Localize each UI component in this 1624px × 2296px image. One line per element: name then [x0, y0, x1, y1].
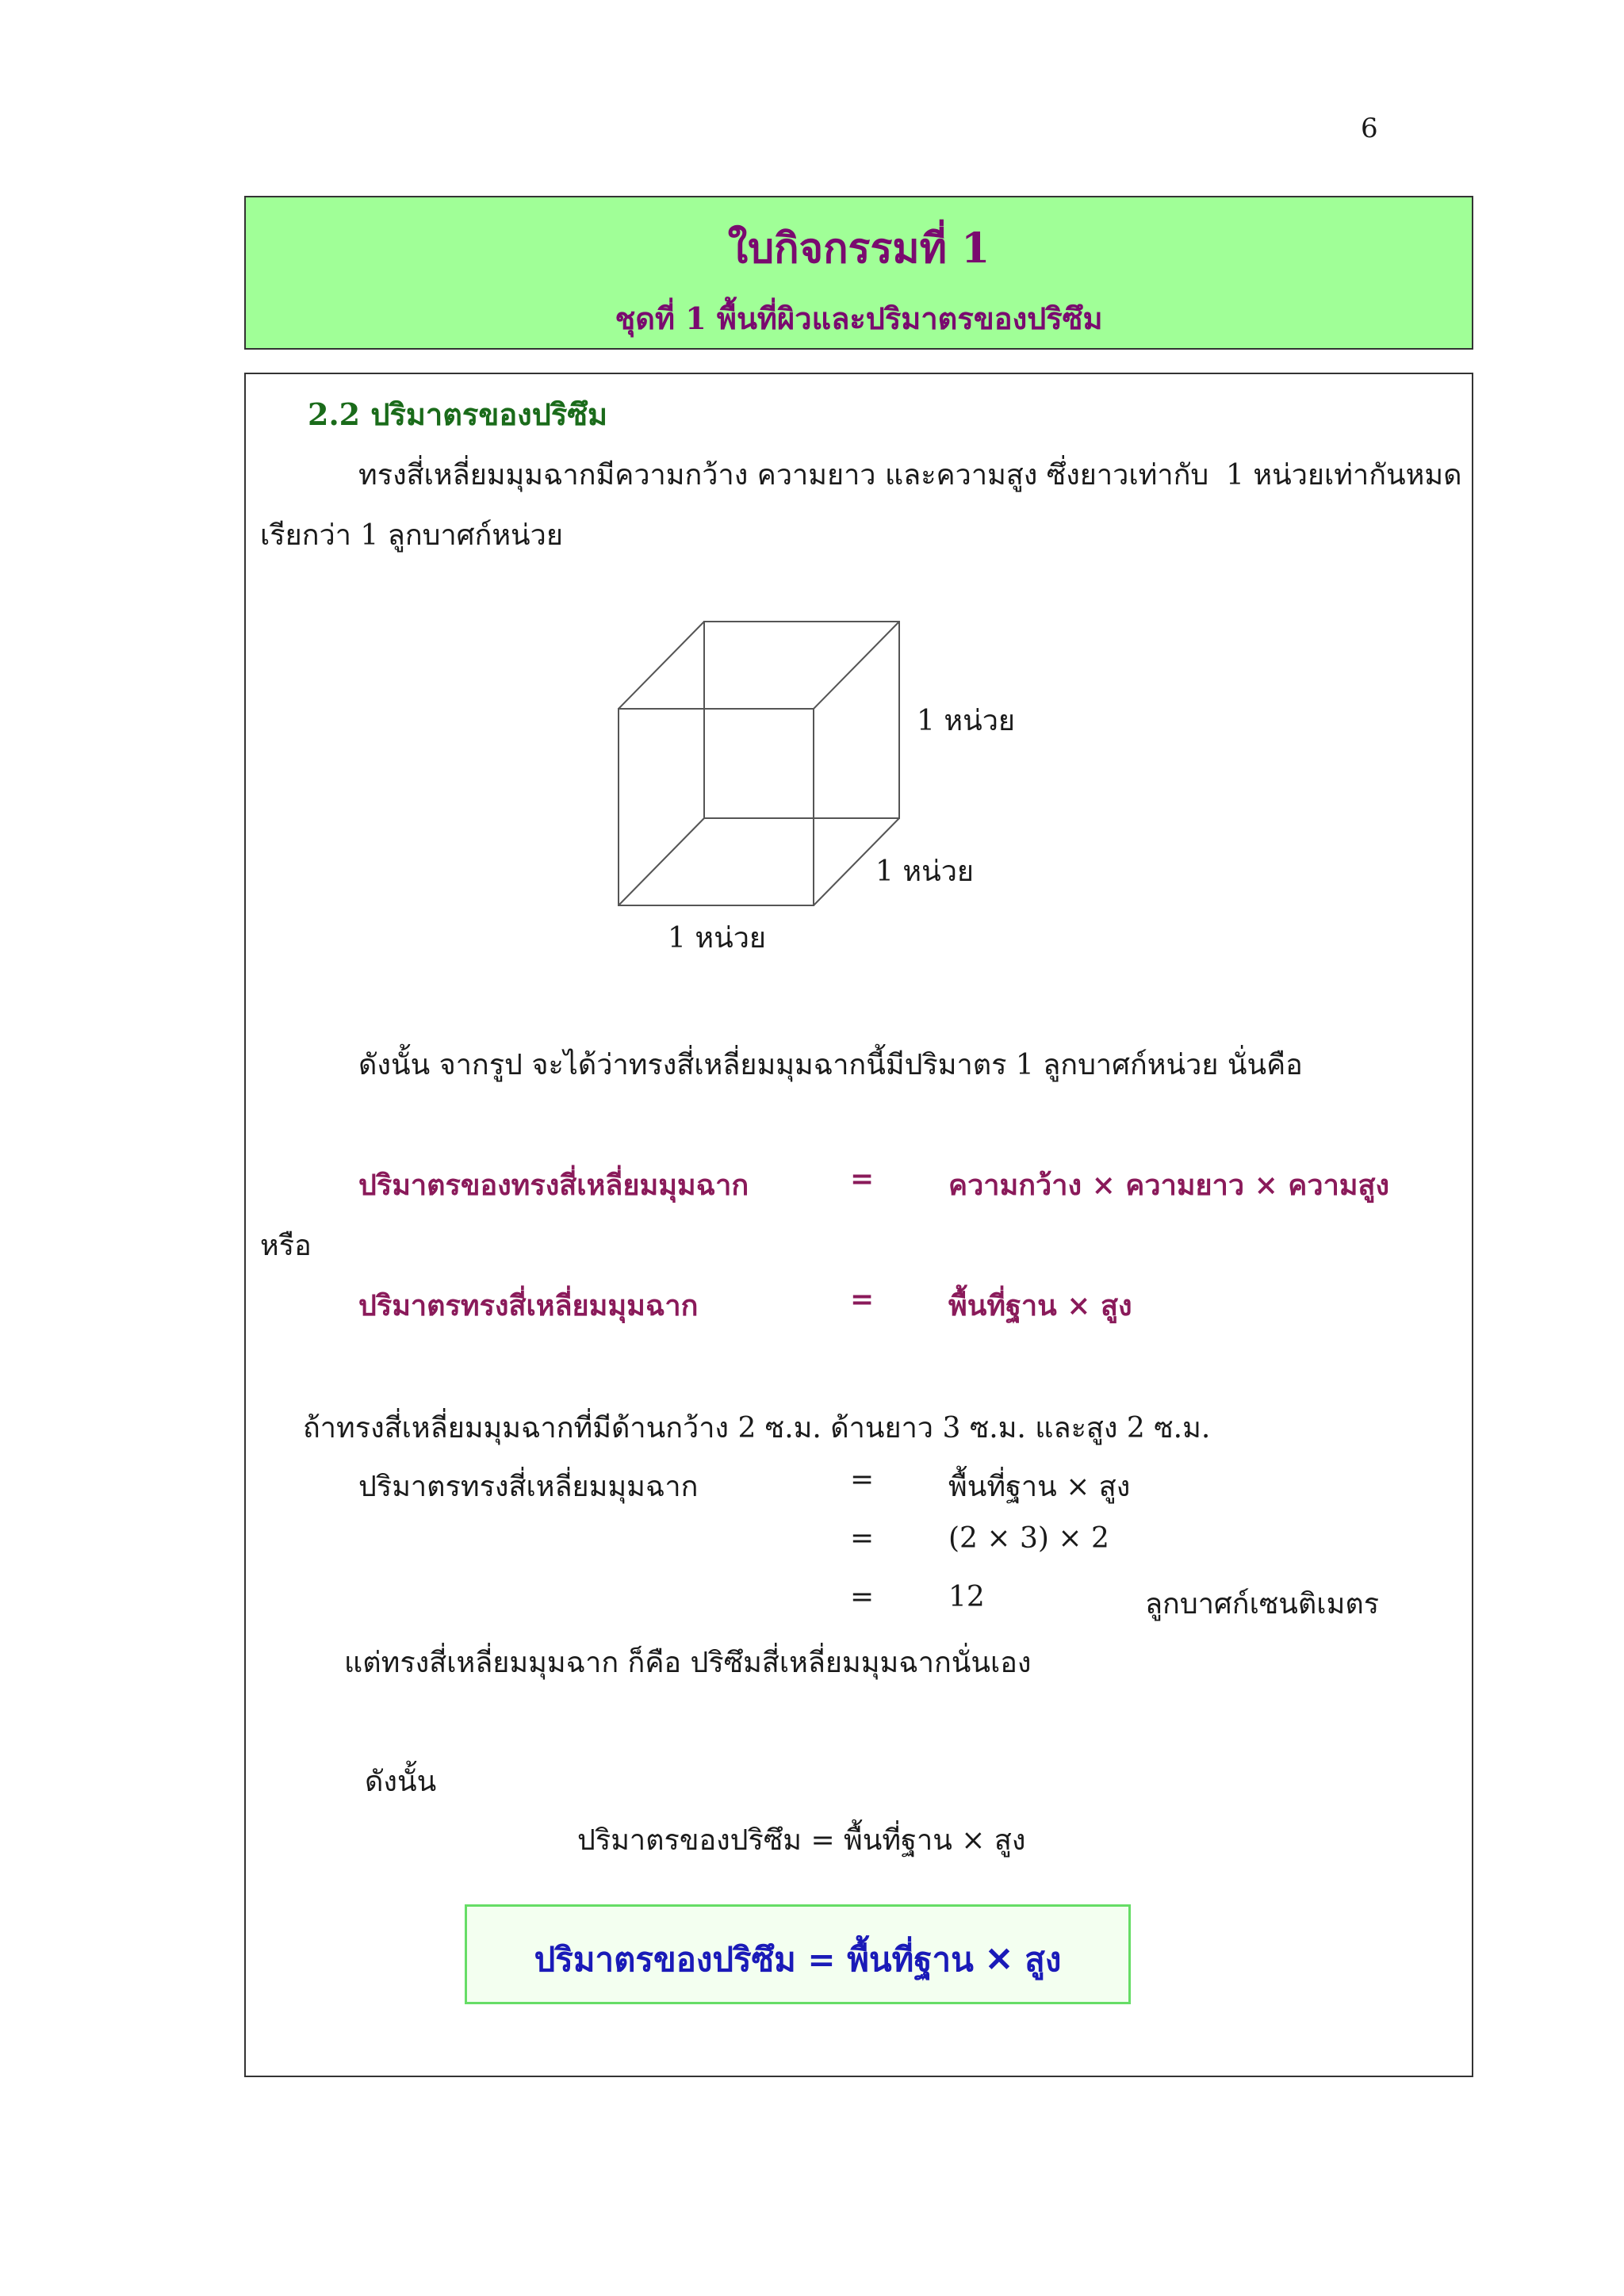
- example-equals-3: =: [850, 1581, 875, 1613]
- cube-edge: [619, 622, 704, 709]
- cube-width-label: 1 หน่วย: [668, 922, 766, 955]
- formula2-right: พื้นที่ฐาน × สูง: [948, 1289, 1132, 1322]
- highlight-formula: ปริมาตรของปริซึม = พื้นที่ฐาน ✕ สูง: [534, 1940, 1062, 1979]
- formula1-equals: =: [850, 1162, 875, 1196]
- note-text: แต่ทรงสี่เหลี่ยมมุมฉาก ก็คือ ปริซึมสี่เหลี่ยมมุมฉากนั่นเอง: [344, 1647, 1032, 1679]
- example-step-1: พื้นที่ฐาน × สูง: [948, 1471, 1131, 1503]
- cube-edge: [619, 818, 704, 905]
- example-equals-2: =: [850, 1522, 875, 1555]
- prism-volume-formula: ปริมาตรของปริซึม = พื้นที่ฐาน × สูง: [577, 1824, 1026, 1857]
- activity-title: ใบกิจกรรมที่ 1: [727, 224, 990, 273]
- cube-height-label: 1 หน่วย: [917, 705, 1015, 737]
- cube-depth-label: 1 หน่วย: [875, 855, 974, 888]
- example-prompt: ถ้าทรงสี่เหลี่ยมมุมฉากที่มีด้านกว้าง 2 ซ.ม. ด้านยาว 3 ซ.ม. และสูง 2 ซ.ม.: [303, 1412, 1211, 1445]
- activity-subtitle: ชุดที่ 1 พื้นที่ผิวและปริมาตรของปริซึม: [615, 300, 1103, 336]
- formula2-equals: =: [850, 1283, 875, 1316]
- page-number: 6: [1361, 113, 1378, 144]
- formula2-left: ปริมาตรทรงสี่เหลี่ยมมุมฉาก: [358, 1289, 699, 1322]
- example-equals-1: =: [850, 1464, 875, 1496]
- example-step-3: 12: [948, 1581, 985, 1613]
- intro-line-1-end: 1 หน่วยเท่ากันหมด: [1226, 459, 1462, 492]
- section-heading: 2.2 ปริมาตรของปริซึม: [308, 396, 608, 432]
- example-unit: ลูกบาศก์เซนติเมตร: [1145, 1588, 1380, 1621]
- formula1-right: ความกว้าง × ความยาว × ความสูง: [948, 1169, 1390, 1202]
- highlight-formula-box: [465, 1904, 1131, 2004]
- example-step-2: (2 × 3) × 2: [948, 1522, 1109, 1555]
- intro-line-2: เรียกว่า 1 ลูกบาศก์หน่วย: [260, 519, 563, 552]
- therefore-label: ดังนั้น: [365, 1766, 437, 1798]
- formula1-left: ปริมาตรของทรงสี่เหลี่ยมมุมฉาก: [358, 1169, 749, 1202]
- conclusion-text: ดังนั้น จากรูป จะได้ว่าทรงสี่เหลี่ยมมุมฉากนี้มีปริมาตร 1 ลูกบาศก์หน่วย นั่นคือ: [358, 1049, 1303, 1081]
- or-label: หรือ: [260, 1230, 312, 1262]
- cube-edge: [814, 622, 899, 709]
- example-label: ปริมาตรทรงสี่เหลี่ยมมุมฉาก: [358, 1471, 699, 1503]
- intro-line-1: ทรงสี่เหลี่ยมมุมฉากมีความกว้าง ความยาว และความสูง ซึ่งยาวเท่ากับ: [358, 459, 1209, 492]
